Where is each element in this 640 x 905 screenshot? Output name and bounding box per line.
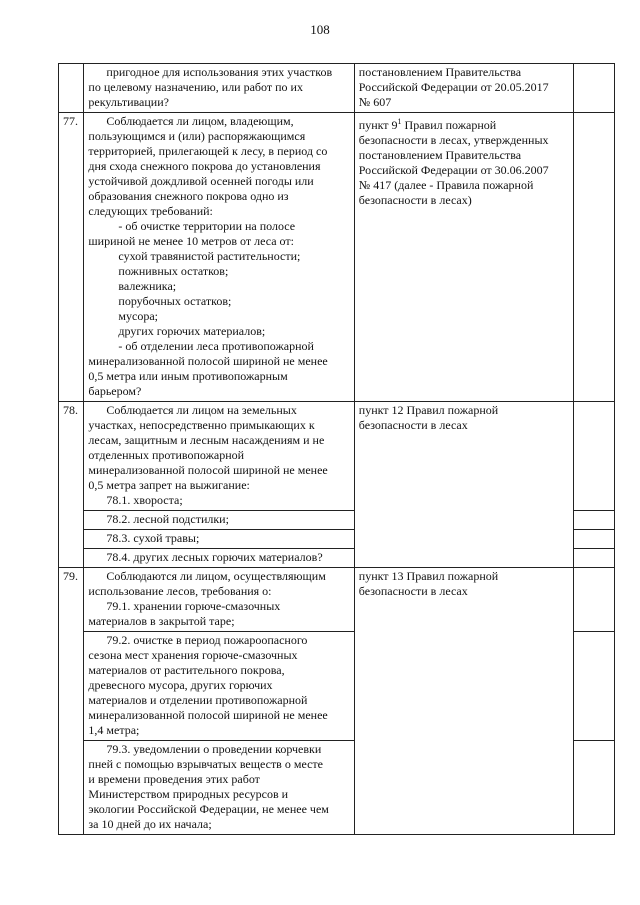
table-row-79 (59, 568, 615, 632)
row-number: 77. (59, 113, 84, 402)
table-row-continuation (59, 64, 615, 113)
reference-cell: пункт $9^1$ Правил пожарной безопасности в лесах, утвержденных постановлением Правительства Российской Федерации от 30.06.2007 № 417 (далее - Правила пожарной безопасности в лесах) (354, 113, 574, 402)
page-number: 108 (310, 22, 330, 37)
answer-cell[interactable] (574, 511, 615, 530)
reference-cell: постановлением Правительства Российской Федерации от 20.05.2017 № 607 (354, 64, 574, 113)
subquestion-cell: 78.2. лесной подстилки; (84, 511, 354, 530)
row-number: 78. (59, 402, 84, 568)
subquestion-cell: 79.2. очистке в период пожароопасного сезона мест хранения горюче-смазочных материалов от растительного покрова, древесного мусора, других горючих материалов и отделении противопожарной минерализованной полосой шириной не менее 1,4 метра; (84, 632, 354, 741)
checklist-table (58, 63, 615, 835)
answer-cell[interactable] (574, 64, 615, 113)
answer-cell[interactable] (574, 741, 615, 835)
question-cell: Соблюдается ли лицом, владеющим, пользующимся и (или) распоряжающимся территорией, прилегающей к лесу, в период со дня схода снежного покрова до установления устойчивой дождливой осенней погоды или образования снежного покрова одно из следующих требований: - об очистке территории на полосе шириной не менее 10 метров от леса от: сухой травянистой растительности; пожнивных остатков; валежника; порубочных остатков; мусора; других горючих материалов; - об отделении леса противопожарной минерализованной полосой шириной не менее 0,5 метра или иным противопожарным барьером? (84, 113, 354, 402)
table-row-78 (59, 402, 615, 511)
answer-cell[interactable] (574, 549, 615, 568)
answer-cell[interactable] (574, 113, 615, 402)
question-cell: пригодное для использования этих участков по целевому назначению, или работ по их рекультивации? (84, 64, 354, 113)
row-number: 79. (59, 568, 84, 835)
answer-cell[interactable] (574, 568, 615, 632)
table-row-77 (59, 113, 615, 402)
answer-cell[interactable] (574, 632, 615, 741)
subquestion-cell: 78.4. других лесных горючих материалов? (84, 549, 354, 568)
reference-cell: пункт 13 Правил пожарной безопасности в лесах (354, 568, 574, 835)
answer-cell[interactable] (574, 402, 615, 511)
question-cell: Соблюдаются ли лицом, осуществляющим использование лесов, требования о: 79.1. хранении горюче-смазочных материалов в закрытой таре; (84, 568, 354, 632)
reference-cell: пункт 12 Правил пожарной безопасности в лесах (354, 402, 574, 568)
subquestion-cell: 78.3. сухой травы; (84, 530, 354, 549)
answer-cell[interactable] (574, 530, 615, 549)
subquestion-cell: 79.3. уведомлении о проведении корчевки пней с помощью взрывчатых веществ о месте и времени проведения этих работ Министерством природных ресурсов и экологии Российской Федерации, не менее чем за 10 дней до их начала; (84, 741, 354, 835)
question-cell: Соблюдается ли лицом на земельных участках, непосредственно примыкающих к лесам, защитным и лесным насаждениям и не отделенных противопожарной минерализованной полосой шириной не менее 0,5 метра запрет на выжигание: 78.1. хвороста; (84, 402, 354, 511)
